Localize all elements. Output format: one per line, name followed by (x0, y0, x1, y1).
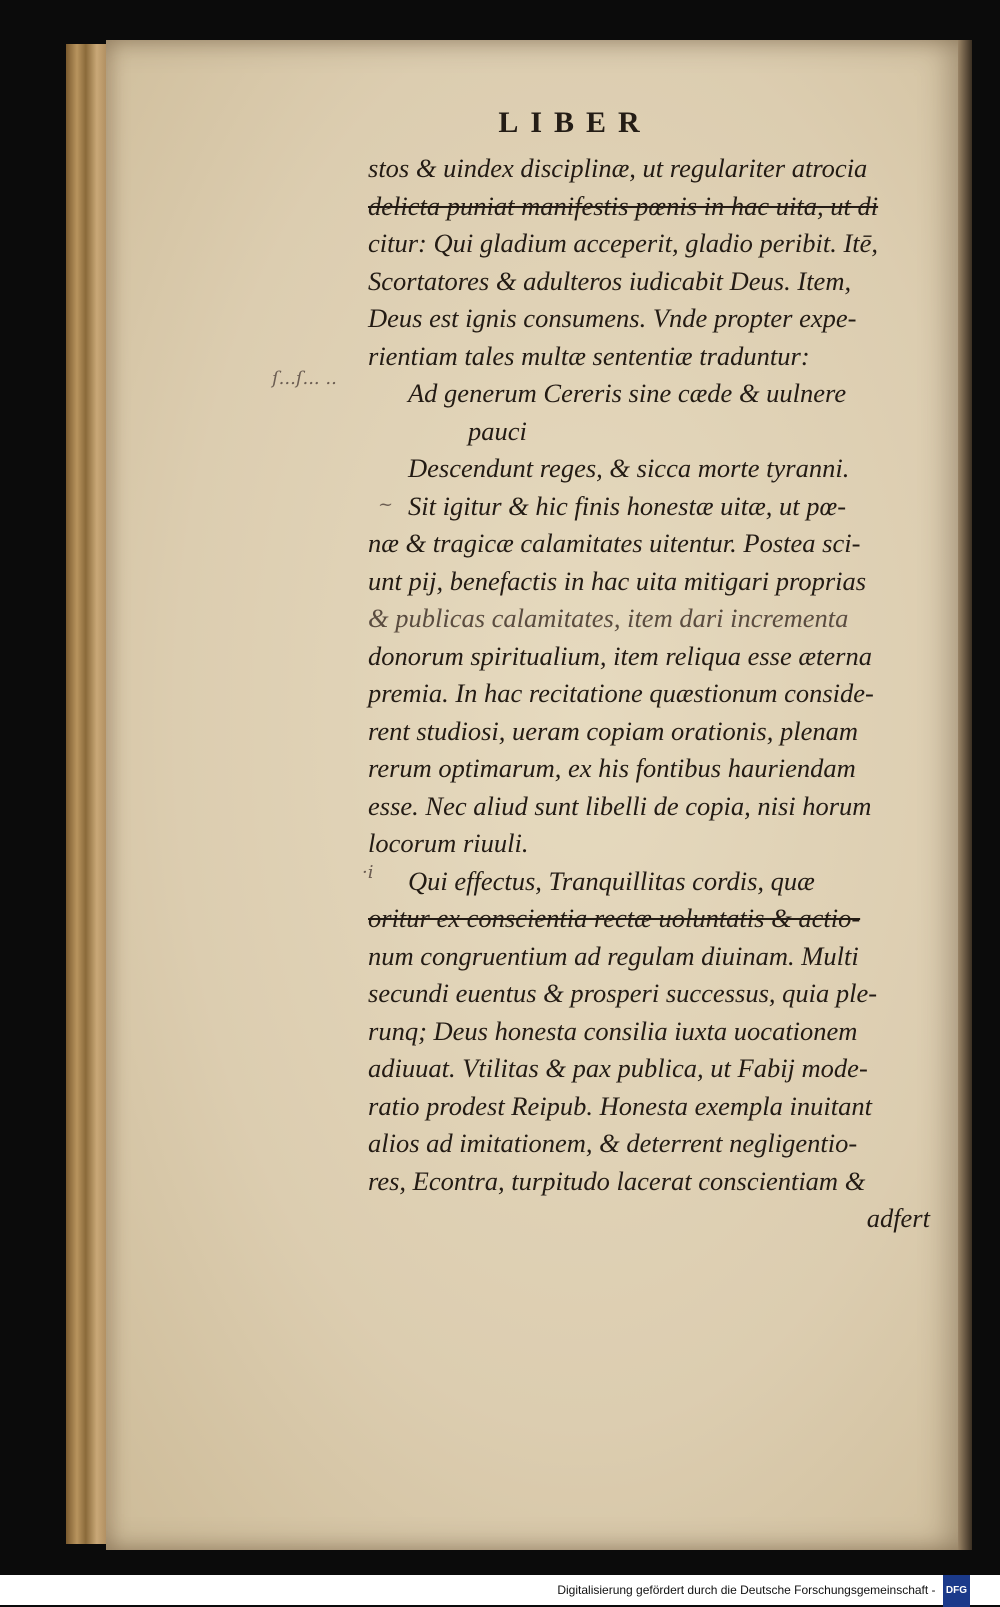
text-line: Qui effectus, Tranquillitas cordis, quæ (408, 865, 815, 896)
text-line: unt pij, benefactis in hac uita mitigari proprias (368, 565, 867, 596)
book-fore-edge (66, 44, 110, 1544)
text-line: citur: Qui gladium acceperit, gladio peribit. Itē, (368, 228, 879, 258)
text-line: rientiam tales multæ sententiæ traduntur: (368, 340, 810, 371)
text-line: alios ad imitationem, & deterrent negligentio- (368, 1128, 858, 1158)
text-line: Deus est ignis consumens. Vnde propter expe- (368, 303, 857, 333)
text-line: adfert (866, 1203, 930, 1233)
text-line: Descendunt reges, & sicca morte tyranni. (408, 453, 850, 483)
text-line: Scortatores & adulteros iudicabit Deus. Item, (368, 265, 852, 296)
margin-annotation: ·i (362, 862, 374, 883)
text-line: Ad generum Cereris sine cæde & uulnere (408, 378, 847, 408)
margin-annotation: ~ (378, 494, 394, 515)
body-text (368, 150, 938, 1238)
text-line: delicta puniat manifestis pœnis in hac uita, ut di (368, 190, 879, 221)
text-line: adiuuat. Vtilitas & pax publica, ut Fabij mode- (368, 1053, 868, 1083)
text-line: premia. In hac recitatione quæstionum conside- (368, 678, 874, 708)
text-line: Sit igitur & hic finis honestæ uitæ, ut pœ- (408, 490, 847, 521)
text-line: ratio prodest Reipub. Honesta exempla inuitant (368, 1090, 872, 1121)
text-line: esse. Nec aliud sunt libelli de copia, nisi horum (368, 790, 872, 821)
text-line: donorum spiritualium, item reliqua esse æterna (368, 640, 872, 671)
digitization-credit (0, 1575, 1000, 1605)
text-line: rent studiosi, ueram copiam orationis, plenam (368, 715, 858, 746)
text-line: næ & tragicæ calamitates uitentur. Postea sci- (368, 528, 861, 558)
text-line: rerum optimarum, ex his fontibus hauriendam (368, 753, 856, 783)
text-line: res, Econtra, turpitudo lacerat conscientiam & (368, 1165, 866, 1196)
margin-annotation: ſ...ſ... .. (272, 368, 337, 389)
book-gutter (958, 40, 972, 1550)
text-line: num congruentium ad regulam diuinam. Multi (368, 940, 859, 971)
text-line: oritur ex conscientia rectæ uoluntatis & actio- (368, 903, 861, 933)
text-line: stos & uindex disciplinæ, ut regulariter atrocia (368, 153, 868, 183)
text-line: pauci (468, 415, 527, 446)
running-header: LIBER (498, 106, 652, 139)
credit-text: Digitalisierung gefördert durch die Deutsche Forschungsgemeinschaft - (557, 1583, 936, 1598)
text-line: locorum riuuli. (368, 828, 529, 858)
text-line: & publicas calamitates, item dari incrementa (368, 603, 849, 633)
dfg-logo: DFG (943, 1575, 970, 1607)
text-line: secundi euentus & prosperi successus, quia ple- (368, 978, 878, 1008)
text-line: runq; Deus honesta consilia iuxta uocationem (368, 1015, 858, 1046)
